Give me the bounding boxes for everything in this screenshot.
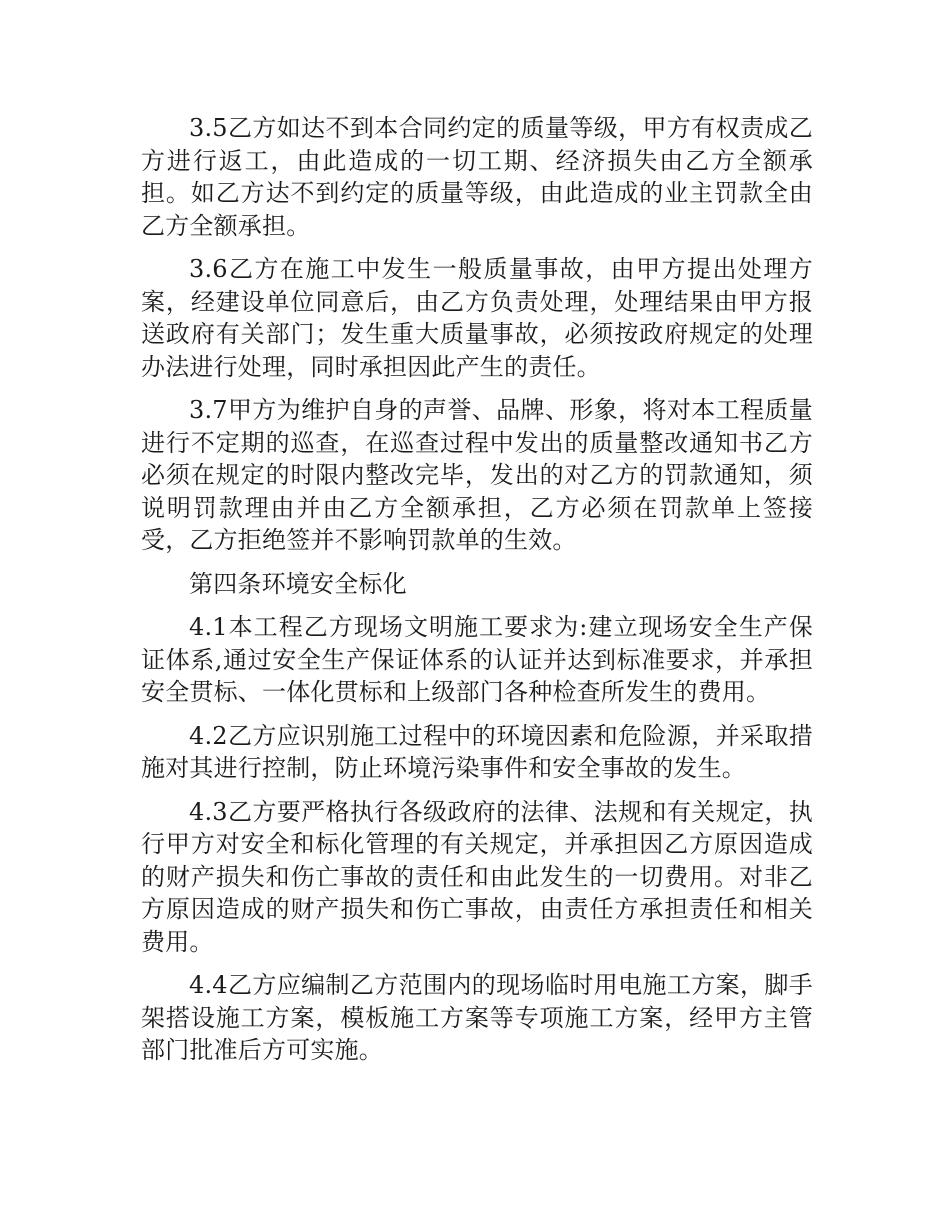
clause-4-3: 4.3乙方要严格执行各级政府的法律、法规和有关规定，执行甲方对安全和标化管理的有关规定，并承担因乙方原因造成的财产损失和伤亡事故的责任和由此发生的一切费用。对非乙方原因造成的财产损失和伤亡事故，由责任方承担责任和相关费用。: [141, 797, 813, 956]
clause-4-1: 4.1本工程乙方现场文明施工要求为:建立现场安全生产保证体系,通过安全生产保证体系的认证并达到标准要求，并承担安全贯标、一体化贯标和上级部门各种检查所发生的费用。: [141, 613, 813, 706]
clause-3-6: 3.6乙方在施工中发生一般质量事故，由甲方提出处理方案，经建设单位同意后，由乙方负责处理，处理结果由甲方报送政府有关部门；发生重大质量事故，必须按政府规定的处理办法进行处理，同时承担因此产生的责任。: [141, 255, 813, 381]
clause-3-7: 3.7甲方为维护自身的声誉、品牌、形象，将对本工程质量进行不定期的巡查，在巡查过程中发出的质量整改通知书乙方必须在规定的时限内整改完毕，发出的对乙方的罚款通知，须说明罚款理由并由乙方全额承担，乙方必须在罚款单上签接受，乙方拒绝签并不影响罚款单的生效。: [141, 396, 813, 554]
clause-3-5: 3.5乙方如达不到本合同约定的质量等级，甲方有权责成乙方进行返工，由此造成的一切工期、经济损失由乙方全额承担。如乙方达不到约定的质量等级，由此造成的业主罚款全由乙方全额承担。: [141, 114, 813, 240]
clause-4-2: 4.2乙方应识别施工过程中的环境因素和危险源，并采取措施对其进行控制，防止环境污染事件和安全事故的发生。: [141, 721, 813, 782]
document-body: [141, 112, 813, 1078]
clause-4-4: 4.4乙方应编制乙方范围内的现场临时用电施工方案，脚手架搭设施工方案，模板施工方案等专项施工方案，经甲方主管部门批准后方可实施。: [141, 971, 813, 1064]
section-heading-article-4: 第四条环境安全标化: [189, 569, 407, 598]
